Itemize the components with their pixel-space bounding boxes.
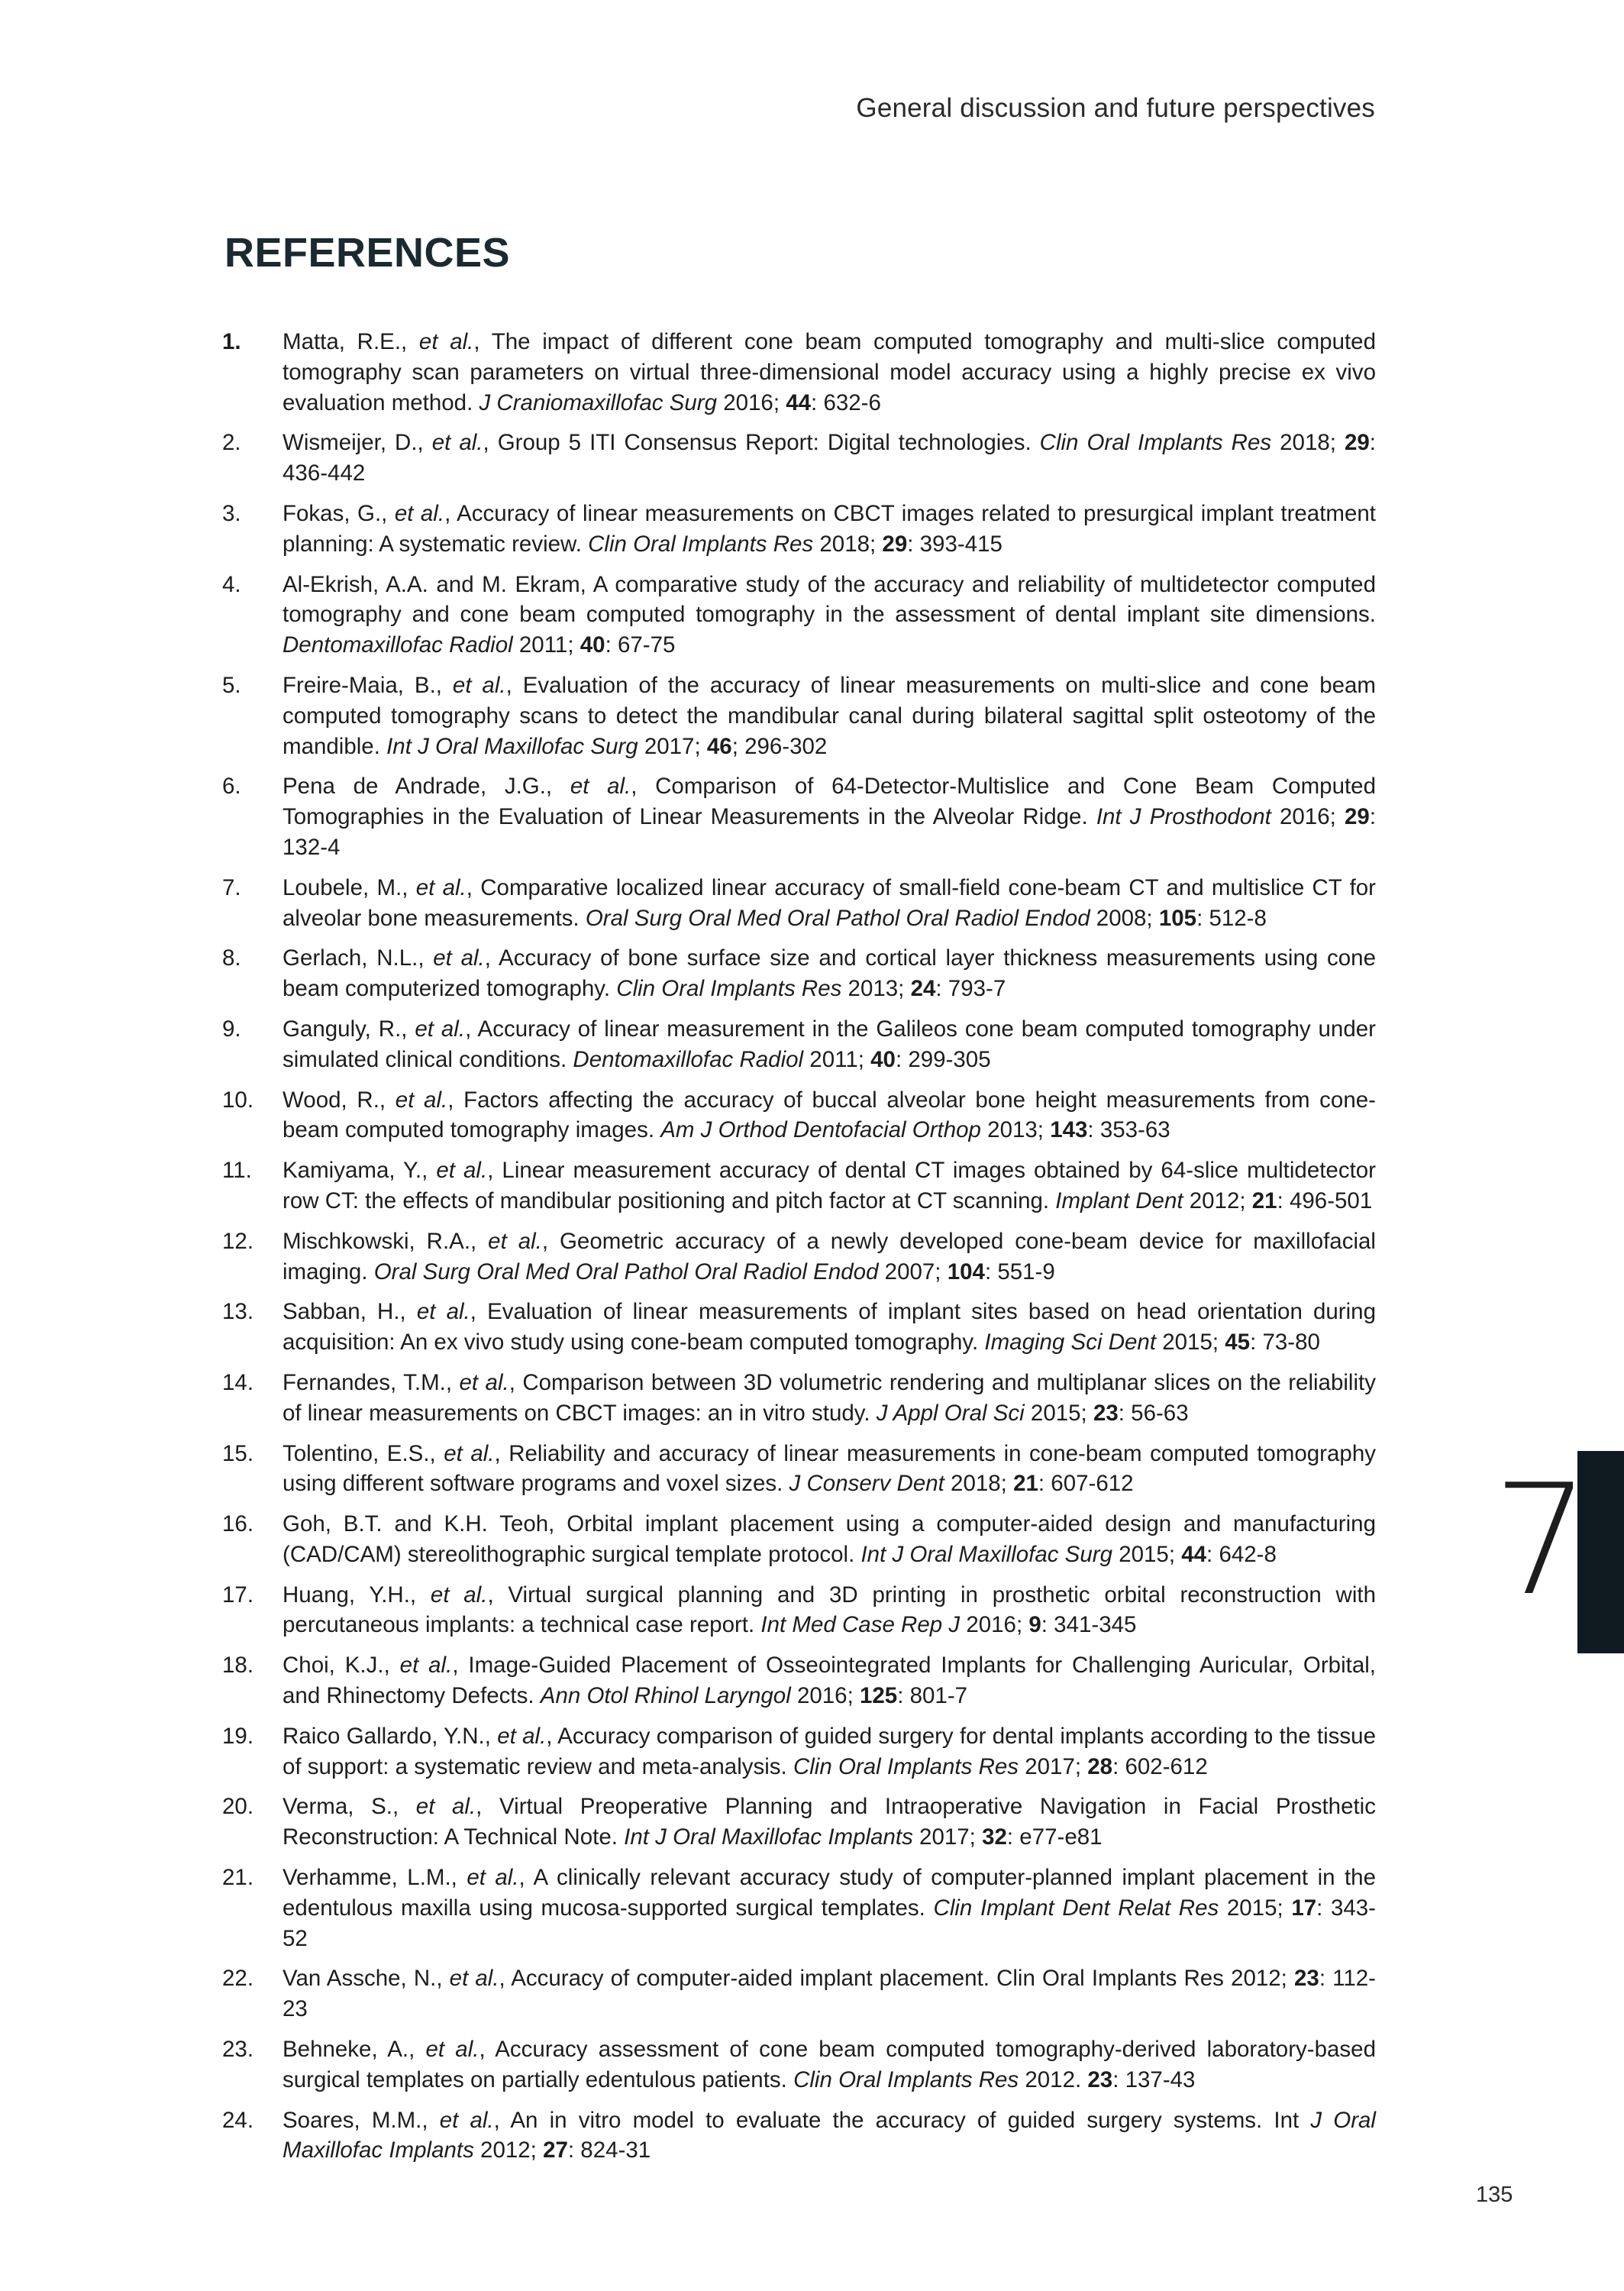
reference-pages: : 56-63 xyxy=(1118,1400,1189,1426)
reference-number: 6. xyxy=(222,774,241,800)
reference-authors: Soares, M.M., xyxy=(283,2107,440,2133)
reference-journal: Int Med Case Rep J xyxy=(760,1612,961,1638)
reference-pages: : 632-6 xyxy=(811,389,881,415)
reference-etal: et al. xyxy=(452,672,506,698)
reference-year: 2016; xyxy=(717,389,786,415)
reference-item xyxy=(222,1226,1376,1288)
reference-journal: Int J Oral Maxillofac Surg xyxy=(386,733,638,759)
reference-number: 10. xyxy=(222,1087,254,1113)
reference-text xyxy=(283,2105,1376,2167)
reference-year: 2012; xyxy=(473,2138,544,2163)
reference-item xyxy=(222,1014,1376,1075)
reference-year: 2015; xyxy=(1112,1541,1182,1567)
reference-authors: Choi, K.J., xyxy=(283,1653,400,1679)
reference-number: 11. xyxy=(222,1158,252,1184)
reference-authors: Pena de Andrade, J.G., xyxy=(283,774,570,800)
reference-year: 2017; xyxy=(638,733,707,759)
reference-journal: Oral Surg Oral Med Oral Pathol Oral Radiol Endod xyxy=(585,905,1090,931)
reference-volume: 24 xyxy=(910,976,936,1002)
reference-etal: et al. xyxy=(467,1865,519,1891)
reference-text xyxy=(283,1580,1376,1641)
reference-year: 2008; xyxy=(1090,905,1159,931)
reference-pages: : 607-612 xyxy=(1038,1471,1134,1497)
reference-year: 2017; xyxy=(912,1824,983,1850)
reference-pages: : 73-80 xyxy=(1250,1330,1320,1356)
reference-item xyxy=(222,499,1376,560)
reference-volume: 44 xyxy=(1181,1541,1207,1567)
reference-list xyxy=(222,327,1376,2176)
reference-number: 14. xyxy=(222,1369,254,1395)
reference-authors: Sabban, H., xyxy=(283,1299,417,1325)
reference-etal: et al. xyxy=(444,1440,495,1466)
reference-etal: et al. xyxy=(416,1299,470,1325)
reference-pages: : 67-75 xyxy=(605,632,676,658)
reference-volume: 40 xyxy=(870,1046,896,1072)
reference-volume: 46 xyxy=(706,733,732,759)
reference-authors: Behneke, A., xyxy=(283,2037,426,2063)
reference-journal: Dentomaxillofac Radiol xyxy=(283,632,513,658)
reference-text xyxy=(283,2034,1376,2096)
reference-etal: et al. xyxy=(399,1653,453,1679)
reference-number: 8. xyxy=(222,945,241,971)
reference-volume: 21 xyxy=(1251,1188,1277,1213)
reference-text xyxy=(283,873,1376,934)
reference-volume: 40 xyxy=(580,632,605,658)
reference-authors: Raico Gallardo, Y.N., xyxy=(283,1723,498,1749)
reference-volume: 23 xyxy=(1087,2066,1113,2092)
reference-year: 2016; xyxy=(790,1683,860,1709)
reference-pages: : 512-8 xyxy=(1196,905,1267,931)
reference-volume: 143 xyxy=(1050,1117,1088,1143)
reference-item xyxy=(222,1085,1376,1146)
reference-year: 2017; xyxy=(1019,1753,1088,1779)
reference-journal: Clin Oral Implants Res xyxy=(793,1753,1019,1779)
reference-journal: Am J Orthod Dentofacial Orthop xyxy=(660,1117,981,1143)
reference-pages: ; 296-302 xyxy=(731,733,828,759)
reference-item xyxy=(222,670,1376,761)
section-title: REFERENCES xyxy=(224,230,511,276)
reference-item xyxy=(222,1863,1376,1953)
reference-number: 18. xyxy=(222,1653,254,1679)
reference-year: 2015; xyxy=(1024,1400,1093,1426)
reference-volume: 29 xyxy=(1344,430,1370,456)
reference-item xyxy=(222,2034,1376,2096)
reference-title: , Accuracy of bone surface size and cortical layer thickness measurements using cone beam computerized tomography. xyxy=(283,945,1376,1002)
reference-pages: : 299-305 xyxy=(895,1046,991,1072)
reference-etal: et al. xyxy=(570,774,631,800)
reference-item xyxy=(222,1439,1376,1500)
reference-item xyxy=(222,873,1376,934)
reference-etal: et al. xyxy=(415,1794,476,1820)
reference-journal: Int J Oral Maxillofac Surg xyxy=(860,1541,1112,1567)
reference-title: , Accuracy assessment of cone beam computed tomography-derived laboratory-based surgical templates on partially edentulous patients. xyxy=(283,2037,1376,2092)
reference-text xyxy=(283,1509,1376,1570)
reference-title: , Image-Guided Placement of Osseointegrated Implants for Challenging Auricular, Orbital, and Rhinectomy Defects. xyxy=(283,1653,1376,1709)
reference-number: 23. xyxy=(222,2037,254,2063)
reference-journal: Imaging Sci Dent xyxy=(984,1330,1157,1356)
reference-title: , Group 5 ITI Consensus Report: Digital technologies. xyxy=(483,430,1040,456)
reference-text xyxy=(283,1155,1376,1217)
reference-title: , Evaluation of the accuracy of linear measurements on multi-slice and cone beam computed tomography scans to detect the mandibular canal during bilateral sagittal split osteotomy of the mandible. xyxy=(283,672,1376,759)
reference-etal: et al. xyxy=(449,1966,499,1992)
reference-etal: et al. xyxy=(431,430,483,456)
reference-etal: et al. xyxy=(415,874,467,900)
reference-text xyxy=(283,1226,1376,1288)
reference-title: , Comparison between 3D volumetric rendering and multiplanar slices on the reliability of linear measurements on CBCT images: an in vitro study. xyxy=(283,1369,1376,1426)
reference-text xyxy=(283,1792,1376,1853)
reference-pages: : 824-31 xyxy=(567,2138,651,2163)
reference-item xyxy=(222,1721,1376,1782)
reference-text xyxy=(283,1439,1376,1500)
reference-volume: 105 xyxy=(1158,905,1197,931)
reference-number: 24. xyxy=(222,2107,254,2133)
reference-text xyxy=(283,943,1376,1004)
page-number: 135 xyxy=(1476,2183,1513,2207)
reference-text xyxy=(283,1085,1376,1146)
reference-volume: 29 xyxy=(882,531,908,557)
reference-text xyxy=(283,428,1376,489)
reference-pages: : 132-4 xyxy=(283,804,1377,860)
reference-authors: Wood, R., xyxy=(283,1087,396,1113)
reference-title: , Accuracy of linear measurement in the Galileos cone beam computed tomography under simulated clinical conditions. xyxy=(283,1016,1376,1072)
reference-title: , Reliability and accuracy of linear measurements in cone-beam computed tomography using different software programs and voxel sizes. xyxy=(283,1440,1376,1497)
reference-authors: Ganguly, R., xyxy=(283,1016,415,1042)
reference-title: , Comparison of 64-Detector-Multislice and Cone Beam Computed Tomographies in the Evaluation of Linear Measurements in the Alveolar Ridge. xyxy=(283,774,1376,830)
reference-journal: J Conserv Dent xyxy=(789,1471,944,1497)
reference-journal: Clin Oral Implants Res xyxy=(793,2066,1019,2092)
reference-number: 4. xyxy=(222,571,241,597)
reference-year: 2013; xyxy=(980,1117,1051,1143)
reference-pages: : 602-612 xyxy=(1112,1753,1208,1779)
reference-year: 2018; xyxy=(1271,430,1345,456)
reference-year: 2016; xyxy=(1270,804,1345,830)
reference-authors: Fokas, G., xyxy=(283,500,395,526)
reference-journal: Implant Dent xyxy=(1055,1188,1183,1213)
reference-volume: 21 xyxy=(1013,1471,1038,1497)
reference-title: , Comparative localized linear accuracy of small-field cone-beam CT and multislice CT for alveolar bone measurements. xyxy=(283,874,1376,931)
reference-volume: 28 xyxy=(1087,1753,1113,1779)
reference-etal: et al. xyxy=(418,329,474,354)
reference-volume: 44 xyxy=(786,389,812,415)
reference-pages: : 793-7 xyxy=(935,976,1006,1002)
reference-authors: Kamiyama, Y., xyxy=(283,1158,437,1184)
reference-title: , A clinically relevant accuracy study of computer-planned implant placement in the edentulous maxilla using mucosa-supported surgical templates. xyxy=(283,1865,1376,1921)
reference-title: , Accuracy of linear measurements on CBCT images related to presurgical implant treatment planning: A systematic review. xyxy=(283,500,1376,557)
reference-title: , Factors affecting the accuracy of buccal alveolar bone height measurements from cone-beam computed tomography images. xyxy=(283,1087,1376,1143)
reference-text xyxy=(283,1297,1376,1358)
reference-text xyxy=(283,1368,1376,1429)
reference-authors: Verma, S., xyxy=(283,1794,416,1820)
reference-number: 13. xyxy=(222,1299,254,1325)
reference-item xyxy=(222,943,1376,1004)
reference-volume: 32 xyxy=(982,1824,1007,1850)
reference-etal: et al. xyxy=(395,1087,448,1113)
reference-journal: Oral Surg Oral Med Oral Pathol Oral Radiol Endod xyxy=(373,1259,879,1284)
reference-etal: et al. xyxy=(430,1582,488,1608)
reference-number: 12. xyxy=(222,1228,254,1254)
reference-title: , The impact of different cone beam computed tomography and multi-slice computed tomography scan parameters on virtual three-dimensional model accuracy using a highly precise ex vivo evaluation method. xyxy=(283,329,1376,415)
reference-title: , Linear measurement accuracy of dental CT images obtained by 64-slice multidetector row CT: the effects of mandibular positioning and pitch factor at CT scanning. xyxy=(283,1158,1377,1213)
reference-pages: : 496-501 xyxy=(1277,1188,1373,1213)
reference-pages: : e77-e81 xyxy=(1006,1824,1103,1850)
reference-authors: Van Assche, N., xyxy=(283,1966,450,1992)
reference-etal: et al. xyxy=(459,1369,509,1395)
reference-volume: 23 xyxy=(1093,1400,1119,1426)
running-header: General discussion and future perspectives xyxy=(856,93,1375,123)
reference-etal: et al. xyxy=(433,945,485,971)
reference-year: 2011; xyxy=(803,1046,871,1072)
reference-journal: Int J Prosthodont xyxy=(1096,804,1271,830)
reference-number: 22. xyxy=(222,1966,254,1992)
reference-journal: Clin Oral Implants Res xyxy=(1039,430,1272,456)
reference-title: , Virtual Preoperative Planning and Intraoperative Navigation in Facial Prosthetic Reconstruction: A Technical Note. xyxy=(283,1794,1376,1850)
reference-pages: : 137-43 xyxy=(1112,2066,1196,2092)
reference-pages: : 343-52 xyxy=(283,1895,1377,1951)
reference-year: 2007; xyxy=(878,1259,948,1284)
reference-text xyxy=(283,1650,1376,1711)
reference-item xyxy=(222,1792,1376,1853)
reference-year: 2012. xyxy=(1019,2066,1088,2092)
reference-authors: Al-Ekrish, A.A. and M. Ekram, xyxy=(283,571,593,597)
reference-item xyxy=(222,1963,1376,2024)
reference-year: 2011; xyxy=(512,632,580,658)
reference-number: 16. xyxy=(222,1511,254,1537)
reference-text xyxy=(283,1014,1376,1075)
reference-title: , Geometric accuracy of a newly developed cone-beam device for maxillofacial imaging. xyxy=(283,1228,1376,1284)
reference-text xyxy=(283,499,1376,560)
reference-text xyxy=(283,570,1376,661)
reference-etal: et al. xyxy=(415,1016,466,1042)
reference-number: 9. xyxy=(222,1016,241,1042)
reference-item xyxy=(222,327,1376,418)
reference-volume: 125 xyxy=(859,1683,898,1709)
reference-number: 1. xyxy=(222,329,241,354)
chapter-number: 7 xyxy=(1493,1452,1590,1630)
reference-item xyxy=(222,1650,1376,1711)
reference-authors: Wismeijer, D., xyxy=(283,430,432,456)
reference-text xyxy=(283,1863,1376,1953)
reference-item xyxy=(222,1297,1376,1358)
reference-volume: 29 xyxy=(1344,804,1370,830)
reference-title: , Accuracy comparison of guided surgery for dental implants according to the tissue of support: a systematic review and meta-analysis. xyxy=(283,1723,1376,1779)
reference-item xyxy=(222,1580,1376,1641)
reference-number: 21. xyxy=(222,1865,254,1891)
reference-text xyxy=(283,1963,1376,2024)
reference-pages: : 112-23 xyxy=(283,1966,1376,2022)
reference-journal: Clin Implant Dent Relat Res xyxy=(933,1895,1219,1921)
reference-volume: 17 xyxy=(1291,1895,1317,1921)
reference-item xyxy=(222,2105,1376,2167)
reference-title: , Accuracy of computer-aided implant placement. Clin Oral Implants Res 2012; xyxy=(499,1966,1294,1992)
reference-item xyxy=(222,1155,1376,1217)
reference-volume: 104 xyxy=(947,1259,985,1284)
reference-title: Orbital implant placement using a computer-aided design and manufacturing (CAD/CAM) stereolithographic surgical template protocol. xyxy=(283,1511,1376,1567)
reference-year: 2015; xyxy=(1219,1895,1292,1921)
reference-number: 5. xyxy=(222,672,241,698)
reference-authors: Huang, Y.H., xyxy=(283,1582,431,1608)
reference-authors: Freire-Maia, B., xyxy=(283,672,453,698)
reference-year: 2015; xyxy=(1156,1330,1225,1356)
reference-text xyxy=(283,771,1376,862)
reference-authors: Verhamme, L.M., xyxy=(283,1865,467,1891)
reference-item xyxy=(222,428,1376,489)
reference-journal: Clin Oral Implants Res xyxy=(616,976,842,1002)
reference-year: 2012; xyxy=(1183,1188,1252,1213)
reference-year: 2016; xyxy=(960,1612,1029,1638)
reference-journal: Clin Oral Implants Res xyxy=(588,531,814,557)
reference-authors: Matta, R.E., xyxy=(283,329,419,354)
reference-etal: et al. xyxy=(425,2037,479,2063)
reference-journal: J Oral Maxillofac Implants xyxy=(283,2107,1376,2163)
reference-item xyxy=(222,1509,1376,1570)
reference-item xyxy=(222,570,1376,661)
reference-number: 7. xyxy=(222,874,241,900)
reference-pages: : 551-9 xyxy=(984,1259,1055,1284)
reference-authors: Goh, B.T. and K.H. Teoh, xyxy=(283,1511,567,1537)
reference-volume: 45 xyxy=(1225,1330,1251,1356)
reference-authors: Loubele, M., xyxy=(283,874,416,900)
reference-year: 2018; xyxy=(813,531,883,557)
reference-number: 3. xyxy=(222,500,241,526)
reference-etal: et al. xyxy=(436,1158,488,1184)
reference-journal: Int J Oral Maxillofac Implants xyxy=(624,1824,913,1850)
reference-number: 15. xyxy=(222,1440,254,1466)
reference-year: 2013; xyxy=(841,976,911,1002)
reference-year: 2018; xyxy=(944,1471,1014,1497)
reference-volume: 27 xyxy=(543,2138,568,2163)
reference-journal: J Craniomaxillofac Surg xyxy=(479,389,717,415)
reference-pages: : 801-7 xyxy=(897,1683,968,1709)
reference-title: A comparative study of the accuracy and reliability of multidetector computed tomography and cone beam computed tomography in the assessment of dental implant site dimensions. xyxy=(283,571,1376,628)
reference-authors: Mischkowski, R.A., xyxy=(283,1228,489,1254)
reference-authors: Fernandes, T.M., xyxy=(283,1369,460,1395)
reference-etal: et al. xyxy=(439,2107,494,2133)
reference-volume: 23 xyxy=(1293,1966,1319,1992)
reference-pages: : 642-8 xyxy=(1206,1541,1277,1567)
reference-journal: Ann Otol Rhinol Laryngol xyxy=(540,1683,791,1709)
reference-pages: : 353-63 xyxy=(1087,1117,1170,1143)
reference-etal: et al. xyxy=(394,500,445,526)
reference-text xyxy=(283,1721,1376,1782)
reference-item xyxy=(222,1368,1376,1429)
reference-pages: : 393-415 xyxy=(907,531,1002,557)
reference-authors: Gerlach, N.L., xyxy=(283,945,434,971)
reference-item xyxy=(222,771,1376,862)
reference-volume: 9 xyxy=(1028,1612,1041,1638)
reference-title: , Virtual surgical planning and 3D printing in prosthetic orbital reconstruction with percutaneous implants: a technical case report. xyxy=(283,1582,1376,1638)
reference-text xyxy=(283,327,1376,418)
reference-journal: Dentomaxillofac Radiol xyxy=(573,1046,804,1072)
reference-pages: : 341-345 xyxy=(1041,1612,1137,1638)
reference-title: , An in vitro model to evaluate the accuracy of guided surgery systems. Int xyxy=(493,2107,1311,2133)
reference-pages: : 436-442 xyxy=(283,430,1376,486)
reference-journal: J Appl Oral Sci xyxy=(876,1400,1025,1426)
reference-etal: et al. xyxy=(488,1228,542,1254)
reference-title: , Evaluation of linear measurements of implant sites based on head orientation during acquisition: An ex vivo study using cone-beam computed tomography. xyxy=(283,1299,1376,1356)
reference-number: 2. xyxy=(222,430,241,456)
reference-number: 19. xyxy=(222,1723,254,1749)
reference-authors: Tolentino, E.S., xyxy=(283,1440,444,1466)
reference-number: 20. xyxy=(222,1794,254,1820)
reference-number: 17. xyxy=(222,1582,254,1608)
reference-etal: et al. xyxy=(497,1723,547,1749)
reference-text xyxy=(283,670,1376,761)
